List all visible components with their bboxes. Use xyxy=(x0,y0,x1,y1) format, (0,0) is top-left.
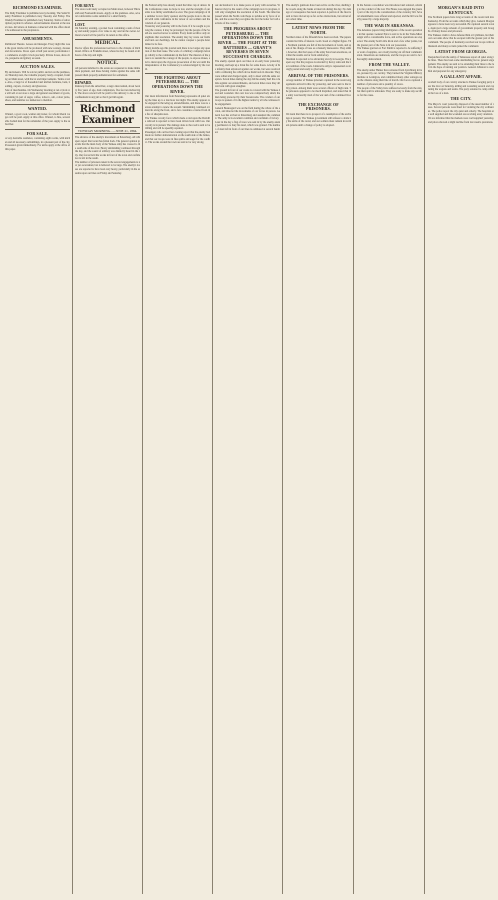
column-rule xyxy=(5,34,70,35)
masthead-title: Richmond Examiner xyxy=(79,104,136,127)
article-text: The enemy opened upon our lines at an early hour yesterday morning, and kept up a brisk fire for some hours. A body of his infantry then advanced against our works, but were received with a withering fire which drove them back in disorder. They were rallied and charged again, only to meet with the same reception. Seven times during the day did the enemy hurl his columns against our entrenchments, and seven times were they driven back with great slaughter. xyxy=(215,60,280,89)
column-rule xyxy=(75,39,140,40)
article-text: Richmond Theatre. Lessee and manager. Every night this week the great drama will be produced with new scenery, dresses and decorations. Doors open at half past seven; performance to commence at eight o'clock precisely. Private boxes, dress circle, parquette and gallery as usual. xyxy=(5,42,70,61)
article-text: The Yankee garrison at Fort Smith is reported to be suffering for want of supplies, our cavalry having cut off their communication. Desertions are numerous, and the troops are said to be thoroughly demoralized. xyxy=(357,47,422,61)
section-heading: THE PROGRESS ABOUT PETERSBURG — THE OPERATIONS DOWN THE RIVER — THE FIGHT AT THE BATTERIES — GRANT'S REVERSES IN SEVEN SUCCESSIVE CHARGES. xyxy=(218,26,277,59)
article-text: the Federal army has already tested the bitter cup of defeat. In the Confederate cause no hope is lost, and the strength of our arms is as firmly established as ever. The great campaign of the summer is now fairly opened, and the people look to the result with calm confidence in the valour of our soldiers and the wisdom of our generals. xyxy=(145,4,210,25)
article-text: Doctor offers his professional services to the citizens of Richmond. Office on Franklin street, where he may be found at all hours of the day and night. xyxy=(75,46,140,57)
article-text: Our latest information from Petersburg represents all quiet along the lines up to a late hour last night. The enemy appears to be engaged in throwing up entrenchments, and there was no serious attempt to renew the assault. Skirmishing continued at intervals along the front, and a few casualties occurred from the fire of sharpshooters. xyxy=(145,95,210,116)
article-text: Later in the day a flag of truce was sent in by the enemy asking permission to bury his dead, which was granted. The number of dead left in front of our lines is estimated at several hundred. xyxy=(215,120,280,135)
article-text: The store room lately occupied on Main street, between Thirteenth and Fourteenth streets. Apply on the premises. Also, several comfortable rooms suitable for a small family. xyxy=(75,8,140,19)
column-rule xyxy=(75,101,140,102)
article-text: Wanted, a good cook, washer and ironer, for whom liberal wages will be paid. Apply at this office. Wanted, to hire, several able bodied men for the remainder of the year. Apply to the subscriber. xyxy=(5,112,70,127)
article-text: A very desirable residence, containing eight rooms, with kitchen and all necessary outbuildings, in a pleasant part of the city. Possession given immediately. For terms apply at the office of this paper. xyxy=(5,137,71,151)
article-text: Despatches from the Army of Tennessee report all quiet along the lines. There has been some skirmishing but no general engagement. The enemy are said to be extending their lines to the left in the hope of turning our position. General Johnston is watchful and prepared for any emergency. xyxy=(428,55,494,73)
column-rule xyxy=(75,79,140,80)
column-5 xyxy=(284,4,354,894)
section-heading: FOR SALE. xyxy=(26,130,49,136)
section-heading: A GALLANT AFFAIR. xyxy=(440,74,482,80)
article-text: The enemy under Hunter have retreated from Lynchburg in haste, pursued by our cavalry. They burned the Virginia Military Institute at Lexington, and committed many other outrages upon the citizens along their line of march. Our forces captured a number of prisoners and a quantity of stores. xyxy=(357,68,422,87)
article-text: In the Senate a resolution was introduced and referred, relating to the conduct of the war. The House was engaged the greater part of the day in the consideration of the currency bill. Several amendments were offered and rejected, and the bill was finally passed by a large majority. xyxy=(357,4,422,22)
section-heading: AUCTION SALES. xyxy=(20,64,55,70)
article-text: The Daily Examiner is published every morning. The Semi-Weekly Examiner is published every Tuesday and Friday. The Weekly Examiner is published every Saturday. Terms of subscription payable in advance. Advertisements inserted at the usual rates. All letters on business connected with the office should be addressed to the proprietors. xyxy=(5,11,70,33)
advertisement-title: LOST. xyxy=(75,22,86,27)
article-text: We are informed that the markets were well supplied yesterday, and prices showed a slight decline from last week's quotations. xyxy=(428,117,494,124)
column-rule xyxy=(145,73,210,74)
article-text: The ground in front of our works is covered with the Yankee dead and wounded. Our own loss was comparatively small, the men being protected by their breastworks. The conduct of our troops is spoken of in the highest terms by all who witnessed the engagement. xyxy=(215,88,280,106)
article-text: The Yankees claim to have defeated him at Cynthiana, but their own accounts show that he escaped with the greater part of his command. The people of Kentucky received our troops with enthusiasm and many recruits joined the command. xyxy=(428,33,494,48)
advertisement-heading: NOTICE. xyxy=(97,61,118,67)
section-heading: THE WAR IN ARKANSAS. xyxy=(364,22,415,28)
column-3 xyxy=(143,4,213,894)
article-text: Northern dates of the fifteenth have been received. The papers contain but little of interest. Gold closed at a higher figure. The Northern journals are full of the movements of Grant, and speak of his change of base as a masterly manoeuvre. They admit, however, that the losses of the army have been enormous, and that the results are far from satisfactory. xyxy=(286,36,352,58)
column-rule xyxy=(75,20,140,21)
article-text: The Mayor's court yesterday disposed of the usual number of cases. Several persons were fined for violating the city ordinances. The police report the city quiet and orderly. The hospitals are well supplied and the wounded are receiving every attention. xyxy=(428,102,494,117)
advertisement-title: REWARD. xyxy=(75,81,92,86)
article-text: The enemy's gunboats have been active on the river, shelling the woods along the banks at intervals during the day. No damage of consequence has been reported. A portion of the fleet is said to have moved up as far as the obstructions, but retired after a short time. xyxy=(286,4,351,22)
section-heading: MORGAN'S RAID INTO KENTUCKY. xyxy=(437,5,485,15)
advertisement-title: FOR RENT. xyxy=(75,4,95,8)
article-text: On Saturday evening, a pocket book containing a sum of money and sundry papers of no value to any one but the owner. A liberal reward will be paid for its return to this office. xyxy=(75,26,140,37)
section-heading: LATEST NEWS FROM THE NORTH. xyxy=(292,25,345,35)
article-text: The number of prisoners taken in the several engagements is not yet ascertained, but is believed to be large. The enemy's losses are reported to have been very heavy, particularly in the assaults upon our lines on Friday and Saturday. xyxy=(75,160,140,175)
article-text: our declaration it is to make peace of party with ourselves. Whatever may be the result of the campaign now in progress, it will only strengthen the resolution of the South. The time has passed when the North could hope to subdue us by force of arms, and the sooner they recognise the fact the better for both sections of the country. xyxy=(215,4,280,25)
article-text: The people of the Valley have suffered severely from the raid, but their spirit is unbroken. They are ready to make any sacrifice for the cause. xyxy=(357,86,422,97)
section-heading: FROM THE VALLEY. xyxy=(369,62,410,68)
article-text: Yesterday and yesterday still in the front. If it be sought to prolong the contest, it may be prolonged; but the people of the South are resolved never to submit. Every fresh sacrifice only strengthens that resolution. The enemy may lay waste our fields and burn our dwellings, but he cannot conquer a people determined to be free. xyxy=(145,25,210,47)
article-text: All persons indebted to the estate are requested to make immediate payment, and those having claims against the same will present them properly authenticated for settlement. xyxy=(75,66,140,77)
section-heading: RICHMOND EXAMINER. xyxy=(12,5,63,10)
article-text: Sherman is reported to be advancing slowly in Georgia. The papers say that his progress is retarded by heavy rains and the bad condition of the roads. Johnston's army is represented as strongly posted and ready to give battle. xyxy=(286,57,351,72)
section-heading: ARRIVAL OF THE PRISONERS. xyxy=(287,72,350,78)
article-text: Sale of merchandise. On Wednesday morning at ten o'clock we will sell at our store a large and general assortment of goods, consisting in part of sugar, coffee, tobacco, salt, cotton yarns, shoes, and sundries too numerous to mention. xyxy=(5,88,70,103)
article-text: A large number of Yankee prisoners captured in the recent engagements arrived in this city yesterday, and were sent to the Libby prison. Among them were several officers of high rank. The prisoners appeared to be much dispirited, and stated that the army was heartily tired of the war and of the continued bloodshed. xyxy=(286,79,351,101)
section-heading: THE CITY. xyxy=(450,96,472,102)
article-text: Many months ago this journal said there is no longer any question of the final issue. The work of a military campaign belongs wholly to the commanders in the field. The mission of the press is to sustain the courage of the people, to expose abuses, and to insist upon the vigorous prosecution of the war until the independence of the Confederacy is acknowledged by the world. xyxy=(145,46,211,71)
column-6 xyxy=(355,4,425,894)
section-heading: WANTED. xyxy=(27,106,48,112)
column-2 xyxy=(73,4,143,894)
article-text: The Arkansas papers bring intelligence of the recent operations in that quarter. General Price is said to be in the Trans-Mississippi with a considerable force, and active operations are expected. The enemy hold Little Rock and a few other points, but the greater part of the State is in our possession. xyxy=(357,29,422,47)
article-text: The advance of the enemy's movement on Petersburg. All whispers report that Grant has fallen back. The general opinion prevails that the main body of the Yankee army has crossed to the south side of the river. Heavy skirmishing continued through the day, and the sound of artillery was distinctly heard in the city. Our forces hold the works in front of the town and confidence is felt in the result. xyxy=(75,136,140,161)
column-rule xyxy=(286,23,351,24)
article-text: The Yankee cavalry force which made a raid upon the Danville railroad is reported to have been driven back with loss. Our cavalry is in pursuit. The damage done to the road is said to be trifling and will be speedily repaired. xyxy=(145,116,210,131)
article-text: We learn that there is no prospect of a resumption of the exchange at present. The Yankee government still refuses to abide by the terms of the cartel, and our soldiers must remain in northern prisons until a change of policy is adopted. xyxy=(286,112,351,127)
article-text: Passengers who arrived last evening report that the enemy had made no further demonstration on the south side of the James, and that our troops were in fine spirits and eager for the conflict. The works around the town are said to be very strong. xyxy=(145,130,210,145)
article-text: A small body of our cavalry attacked a Yankee foraging party near the river on Saturday, killing and wounding several and capturing the wagons and teams. The party returned to camp without the loss of a man. xyxy=(428,81,494,95)
article-text: General Beauregard was on the field during the whole of the action, and directed the movements of our forces in person. General Lee has arrived at Petersburg and assumed the command. The army is in excellent condition and confident of victory. xyxy=(215,106,280,121)
article-text: By auctioneers. Will be sold at public auction on the premises, on Thursday next, the valuable property lately occupied, fronting on Main street, with the lot and improvements. Terms at sale. Also, a large lot of household and kitchen furniture, beds, bedding, carpets, crockery and glassware. xyxy=(5,70,70,88)
column-4 xyxy=(213,4,283,894)
column-rule xyxy=(5,129,70,130)
column-rule xyxy=(5,62,70,63)
section-heading: LATEST FROM GEORGIA. xyxy=(435,49,487,55)
dateline: TUESDAY MORNING......JUNE 21, 1864. xyxy=(75,127,140,134)
column-7 xyxy=(426,4,496,894)
column-rule xyxy=(75,59,140,60)
section-heading: THE EXCHANGE OF PRISONERS. xyxy=(298,101,339,112)
article-text: Ranaway from the subscriber, a negro man named, about twenty five years of age, dark complexion, five feet ten inches high. The above reward will be paid for his delivery to me or his confinement in any jail so that I get him again. xyxy=(75,85,140,100)
column-1 xyxy=(3,4,73,894)
column-rule xyxy=(5,104,70,105)
section-heading: AMUSEMENTS. xyxy=(22,36,53,42)
advertisement-heading: MEDICAL. xyxy=(94,41,121,47)
article-text: The Northern papers have long accounts of the recent raid into Kentucky. From the accounts which they give, General Morgan appears to have been very successful. He captured several towns, destroyed a large amount of government property and brought off many horses and prisoners. xyxy=(428,16,494,34)
section-heading: THE FIGHTING ABOUT PETERSBURG — THE OPERATIONS DOWN THE RIVER. xyxy=(151,74,204,94)
